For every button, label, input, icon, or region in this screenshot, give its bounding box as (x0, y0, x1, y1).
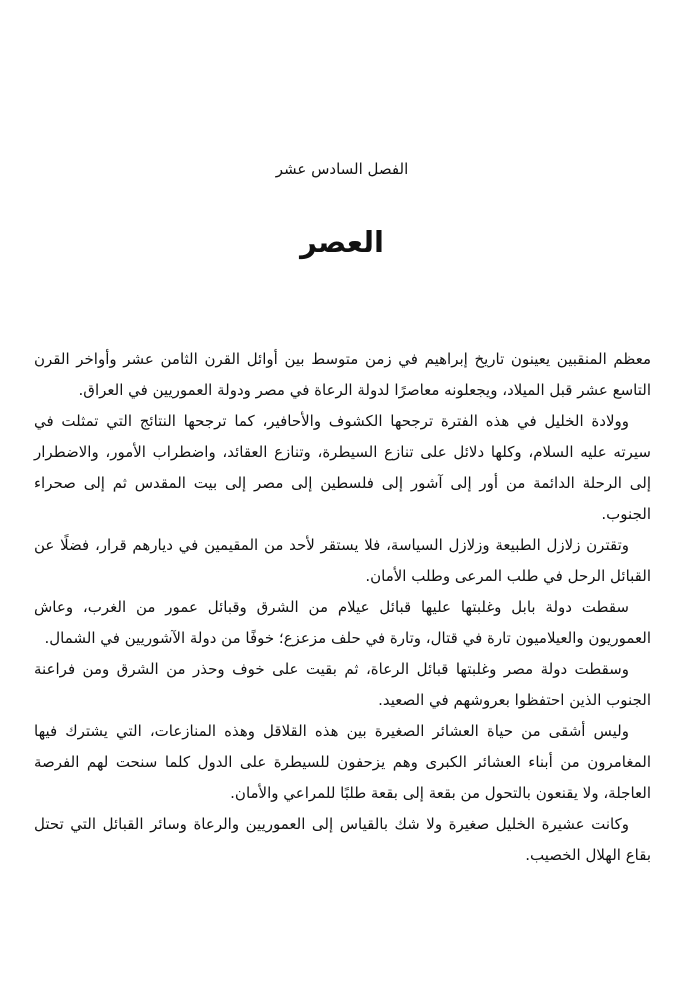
paragraph-1: معظم المنقبين يعينون تاريخ إبراهيم في زمن متوسط بين أوائل القرن الثامن عشر وأواخر القرن التاسع عشر قبل الميلاد، ويجعلونه معاصرًا لدولة الرعاة في مصر ودولة العموريين في العراق. (34, 350, 651, 399)
paragraph-7: وكانت عشيرة الخليل صغيرة ولا شك بالقياس إلى العموريين والرعاة وسائر القبائل التي تحتل بقاع الهلال الخصيب. (34, 815, 651, 864)
paragraph-3: وتقترن زلازل الطبيعة وزلازل السياسة، فلا يستقر لأحد من المقيمين في ديارهم قرار، فضلًا عن القبائل الرحل في طلب المرعى وطلب الأمان. (34, 536, 651, 585)
chapter-body (34, 344, 651, 871)
paragraph-2: وولادة الخليل في هذه الفترة ترجحها الكشوف والأحافير، كما ترجحها النتائج التي تمثلت في سيرته عليه السلام، وكلها دلائل على تنازع السيطرة، وتنازع العقائد، واضطراب الأمور، والاضطرار إلى الرحلة الدائمة من أور إلى آشور إلى فلسطين إلى مصر إلى بيت المقدس ثم إلى صحراء الجنوب. (34, 412, 651, 523)
paragraph-5: وسقطت دولة مصر وغلبتها قبائل الرعاة، ثم بقيت على خوف وحذر من الشرق ومن فراعنة الجنوب الذين احتفظوا بعروشهم في الصعيد. (34, 660, 651, 709)
chapter-title: العصر (300, 225, 384, 259)
paragraph-6: وليس أشقى من حياة العشائر الصغيرة بين هذه القلاقل وهذه المنازعات، التي يشترك فيها المغامرون من أبناء العشائر الكبرى وهم يزحفون للسيطرة على الدول كلما سنحت لهم الفرصة العاجلة، ولا يقنعون بالتحول من بقعة إلى بقعة طلبًا للمراعي والأمان. (34, 722, 651, 802)
paragraph-4: سقطت دولة بابل وغلبتها عليها قبائل عيلام من الشرق وقبائل عمور من الغرب، وعاش العموريون والعيلاميون تارة في قتال، وتارة في حلف مزعزع؛ خوفًا من دولة الآشوريين في الشمال. (34, 598, 651, 647)
chapter-label: الفصل السادس عشر (275, 160, 409, 178)
